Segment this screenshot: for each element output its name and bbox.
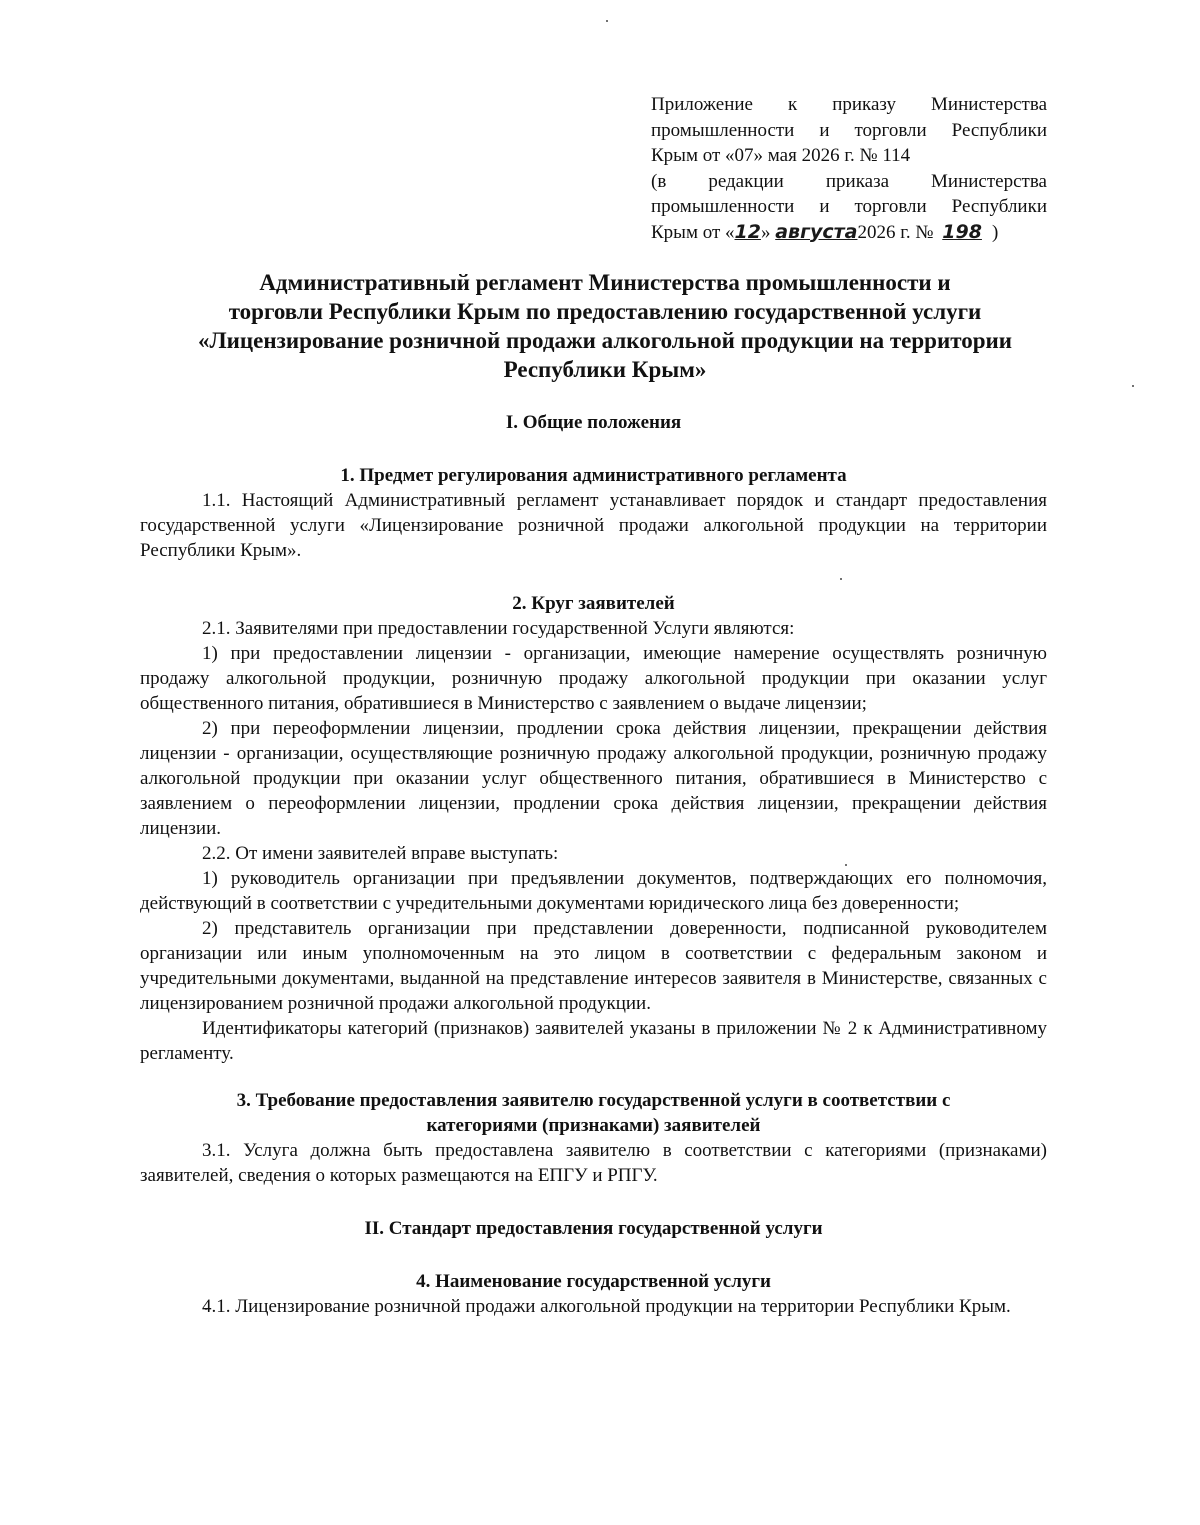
title-line: торговли Республики Крым по предоставлению государственной услуги bbox=[228, 299, 982, 324]
header-line: Приложение к приказу Министерства bbox=[651, 94, 1047, 115]
year-text: 2026 г. № bbox=[857, 221, 939, 243]
header-line: Крым от «07» мая 2026 г. № 114 bbox=[651, 145, 911, 166]
header-line: промышленности и торговли Республики bbox=[651, 119, 1047, 141]
paragraph: 2.1. Заявителями при предоставлении государственной Услуги являются: bbox=[202, 618, 795, 639]
paragraph: 4.1. Лицензирование розничной продажи алкогольной продукции на территории Республики Крым. bbox=[202, 1296, 1011, 1317]
header-line: промышленности и торговли Республики bbox=[651, 196, 1047, 217]
document-body bbox=[140, 410, 1047, 1319]
section-heading: 1. Предмет регулирования административного регламента bbox=[340, 465, 847, 486]
paragraph: 1) при предоставлении лицензии - организации, имеющие намерение осуществлять розничную продажу алкогольной продукции, розничную продажу алкогольной продукции при оказании услуг общественного питания, обратившиеся в Министерство с заявлением о выдаче лицензии; bbox=[140, 643, 1047, 714]
chapter-heading: II. Стандарт предоставления государственной услуги bbox=[364, 1218, 823, 1239]
paragraph: Идентификаторы категорий (признаков) заявителей указаны в приложении № 2 к Административному регламенту. bbox=[140, 1018, 1047, 1064]
section-heading: категориями (признаками) заявителей bbox=[426, 1115, 761, 1136]
header-line-prefix: Крым от « bbox=[651, 221, 735, 243]
scan-speck bbox=[606, 20, 608, 22]
handwritten-month: августа bbox=[775, 220, 858, 243]
header-line: (в редакции приказа Министерства bbox=[651, 170, 1047, 192]
document-title bbox=[140, 268, 1070, 384]
paragraph: 1) руководитель организации при предъявлении документов, подтверждающих его полномочия, действующий в соответствии с учредительными документами юридического лица без доверенности; bbox=[140, 868, 1047, 914]
chapter-heading: I. Общие положения bbox=[505, 412, 682, 433]
paren-close: ) bbox=[991, 221, 999, 243]
paragraph: 2.2. От имени заявителей вправе выступать: bbox=[202, 843, 559, 864]
header-revision-line bbox=[651, 220, 1047, 246]
scan-speck bbox=[1132, 385, 1134, 387]
handwritten-number: 198 bbox=[942, 220, 982, 243]
paragraph: 2) представитель организации при представлении доверенности, подписанной руководителем организации или иным уполномоченным на это лицом в соответствии с федеральным законом и учредительными документами, выданной на представление интересов заявителя в Министерстве, связанных с лицензированием розничной продажи алкогольной продукции. bbox=[140, 918, 1047, 1014]
appendix-header bbox=[651, 92, 1047, 245]
title-line: Административный регламент Министерства промышленности и bbox=[259, 270, 951, 295]
handwritten-day: 12 bbox=[734, 220, 761, 243]
section-heading: 2. Круг заявителей bbox=[512, 593, 675, 614]
quote-close: » bbox=[760, 221, 771, 243]
paragraph: 3.1. Услуга должна быть предоставлена заявителю в соответствии с категориями (признаками) заявителей, сведения о которых размещаются на ЕПГУ и РПГУ. bbox=[140, 1140, 1047, 1186]
paragraph: 2) при переоформлении лицензии, продлении срока действия лицензии, прекращении действия лицензии - организации, осуществляющие розничную продажу алкогольной продукции, розничную продажу алкогольной продукции при оказании услуг общественного питания, обратившиеся в Министерство с заявлением о переоформлении лицензии, продлении срока действия лицензии, прекращении действия лицензии. bbox=[140, 718, 1047, 839]
section-heading: 3. Требование предоставления заявителю государственной услуги в соответствии с bbox=[236, 1090, 951, 1111]
section-heading: 4. Наименование государственной услуги bbox=[416, 1271, 771, 1292]
title-line: Республики Крым» bbox=[503, 357, 707, 382]
title-line: «Лицензирование розничной продажи алкогольной продукции на территории bbox=[197, 328, 1012, 353]
paragraph: 1.1. Настоящий Административный регламент устанавливает порядок и стандарт предоставления государственной услуги «Лицензирование розничной продажи алкогольной продукции на территории Республики Крым». bbox=[140, 490, 1047, 561]
